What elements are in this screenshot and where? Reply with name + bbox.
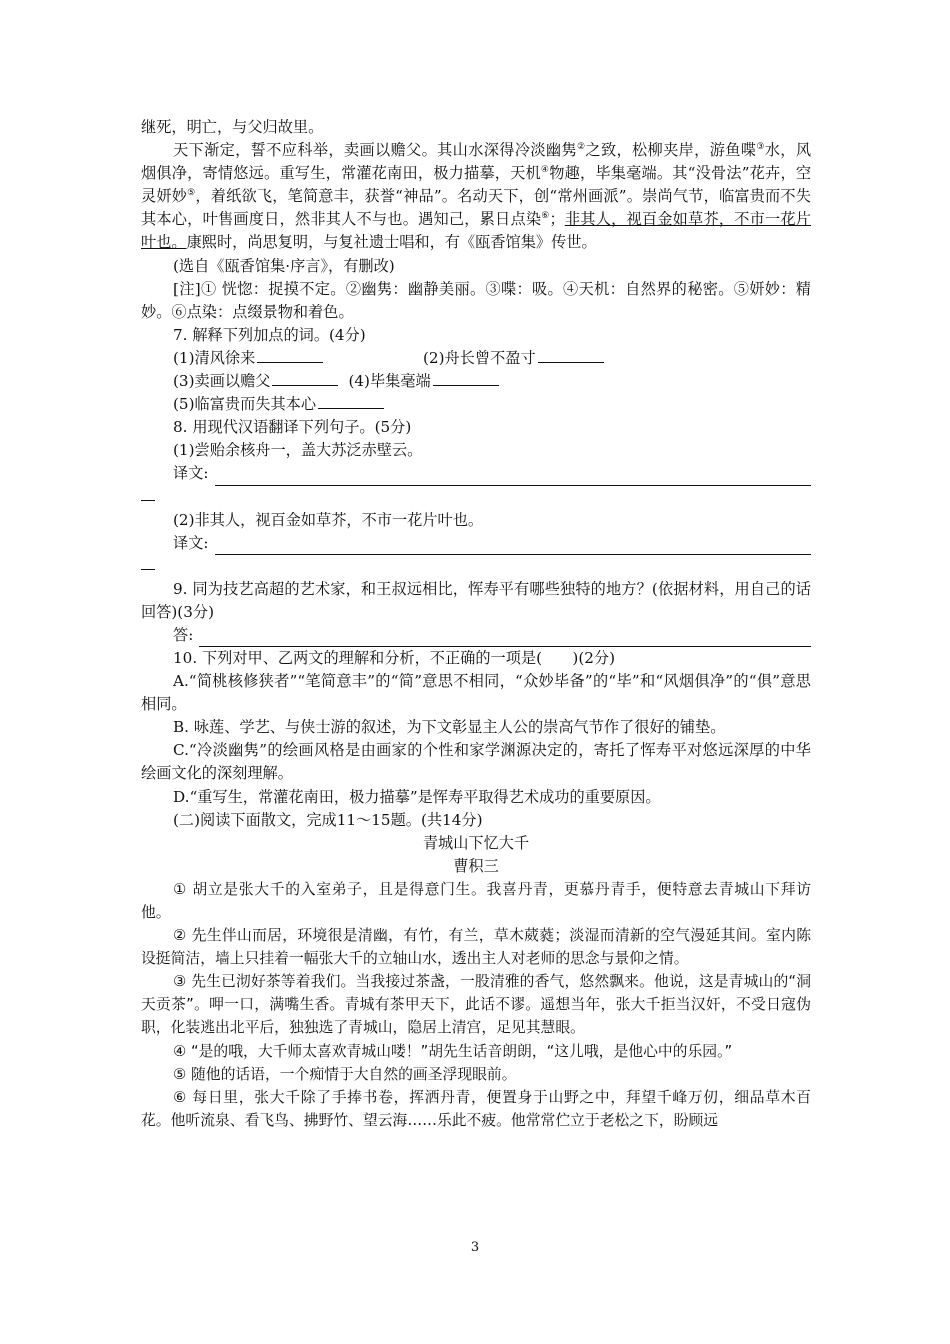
answer-blank[interactable] <box>538 347 604 363</box>
question-7-row-2 <box>141 370 811 393</box>
passage-notes: [注]① 恍惚：捉摸不定。②幽隽：幽静美丽。③喋：吸。④天机：自然界的秘密。⑤妍妙：精妙。⑥点染：点缀景物和着色。 <box>141 279 811 321</box>
footnote-marker: ⑤ <box>187 188 196 199</box>
answer-blank[interactable] <box>318 393 384 409</box>
q7-item-3 <box>173 370 338 393</box>
question-7-row-1 <box>141 347 811 370</box>
passage-paragraph <box>141 139 811 254</box>
q7-item-text: (5)临富贵而失其本心 <box>173 395 317 414</box>
essay-paragraph-6: ⑥ 每日里，张大千除了手捧书卷，挥洒丹青，便置身于山野之中，拜望千峰万仞，细品草木百花。他听流泉、看飞鸟、拂野竹、望云海……乐此不疲。他常常伫立于老松之下，盼顾远 <box>141 1088 811 1129</box>
question-9: 9. 同为技艺高超的艺术家，和王叔远相比，恽寿平有哪些独特的地方？(依据材料，用自己的话回答)(3分) <box>141 579 811 621</box>
option-b: B. 咏莲、学艺、与侠士游的叙述，为下文彰显主人公的崇高气节作了很好的铺垫。 <box>173 718 726 737</box>
question-8-1: (1)尝贻余核舟一，盖大苏泛赤壁云。 <box>173 441 423 460</box>
essay-intro: (二)阅读下面散文，完成11～15题。(共14分) <box>173 810 483 829</box>
passage-text: ； <box>549 210 565 229</box>
answer-label: 答: <box>173 625 194 644</box>
q7-item-text: (1)清风徐来 <box>173 348 256 367</box>
translation-line-2 <box>141 532 811 555</box>
essay-paragraph-2: ② 先生伴山而居，环境很是清幽，有竹，有兰，草木葳蕤；淡湿而清新的空气漫延其间。室内陈设挺简洁，墙上只挂着一幅张大千的立轴山水，透出主人对老师的思念与景仰之情。 <box>141 927 811 968</box>
option-a: A.“简桃核修狭者”“笔简意丰”的“简”意思不相同，“众妙毕备”的“毕”和“风烟俱净”的“俱”意思相同。 <box>141 672 811 714</box>
q7-item-1 <box>173 347 423 370</box>
footnote-marker: ④ <box>540 165 550 176</box>
passage-text: 物趣，毕集毫端。其“没骨法”花卉，空灵妍妙 <box>141 164 812 206</box>
translation-label: 译文: <box>173 464 209 483</box>
translation-label: 译文: <box>173 533 209 552</box>
passage-text: 水，风烟俱净，寄情悠远。重写生，常灌花南田，极力描摹，天机 <box>141 141 812 183</box>
page-number: 3 <box>470 1240 480 1255</box>
option-d: D.“重写生，常灌花南田，极力描摹”是恽寿平取得艺术成功的重要原因。 <box>173 787 661 806</box>
question-7-row-3 <box>141 393 811 416</box>
essay-title: 青城山下忆大千 <box>422 833 530 852</box>
q7-item-text: (4)毕集毫端 <box>348 372 431 391</box>
answer-line[interactable] <box>215 468 812 486</box>
answer-blank[interactable] <box>433 370 499 386</box>
essay-paragraph-5: ⑤ 随他的话语，一个痴情于大自然的画圣浮现眼前。 <box>173 1065 517 1083</box>
answer-line[interactable] <box>199 629 811 647</box>
q7-item-5 <box>173 393 384 416</box>
answer-line-9 <box>141 624 811 647</box>
option-c: C.“冷淡幽隽”的绘画风格是由画家的个性和家学渊源决定的，寄托了恽寿平对悠远深厚的中华绘画文化的深刻理解。 <box>141 741 811 783</box>
essay-paragraph-1: ① 胡立是张大千的入室弟子，且是得意门生。我喜丹青，更慕丹青手，便特意去青城山下拜访他。 <box>141 880 811 921</box>
passage-text: 之致，松柳夹岸，游鱼喋 <box>585 141 757 160</box>
q7-item-2 <box>423 347 604 370</box>
q7-item-text: (2)舟长曾不盈寸 <box>423 348 536 367</box>
question-8-2: (2)非其人，视百金如草芥，不市一花片叶也。 <box>173 510 484 529</box>
answer-blank[interactable] <box>272 370 338 386</box>
footnote-marker: ② <box>576 142 586 153</box>
passage-text: 天下渐定，誓不应科举，卖画以赡父。其山水深得冷淡幽隽 <box>173 141 577 160</box>
essay-paragraph-4: ④ “是的哦，大千师太喜欢青城山喽！”胡先生话音朗朗，“这儿哦，是他心中的乐园。” <box>173 1042 733 1060</box>
line-continuation <box>141 555 155 570</box>
essay-paragraph-3: ③ 先生已沏好茶等着我们。当我接过茶盏，一股清雅的香气，悠然飘来。他说，这是青城山的“洞天贡茶”。呷一口，满嘴生香。青城有茶甲天下，此话不谬。遥想当年，张大千拒当汉奸，不受日寇伪职，化装逃出北平后，独独选了青城山，隐居上清宫，足见其慧眼。 <box>141 973 811 1037</box>
passage-text: ，着纸欲飞，笔简意丰，获誉“神品”。名动天下，创“常州画派”。崇尚气节，临富贵而不失其本心，叶售画度日，然非其人不与也。遇知己，累日点染 <box>141 187 811 229</box>
q7-item-4 <box>348 370 498 393</box>
question-8: 8. 用现代汉语翻译下列句子。(5分) <box>173 418 412 437</box>
answer-blank[interactable] <box>257 347 323 363</box>
underlined-sentence: 非其人，视百金如草芥，不市一花片叶也。 <box>141 210 811 252</box>
translation-line-1 <box>141 462 811 485</box>
passage-line: 继死，明亡，与父归故里。 <box>141 118 324 136</box>
passage-source: (选自《瓯香馆集·序言》，有删改) <box>173 256 395 275</box>
answer-line[interactable] <box>215 537 812 555</box>
footnote-marker: ③ <box>756 142 765 153</box>
question-10: 10. 下列对甲、乙两文的理解和分析，不正确的一项是( )(2分) <box>173 648 616 667</box>
q7-item-text: (3)卖画以赡父 <box>173 372 271 391</box>
line-continuation <box>141 486 155 501</box>
footnote-marker: ⑥ <box>541 211 550 222</box>
passage-text: 康熙时，尚思复明，与复社遗士唱和，有《瓯香馆集》传世。 <box>186 233 597 252</box>
page-content <box>141 116 811 1132</box>
essay-author: 曹积三 <box>453 856 499 875</box>
question-7: 7. 解释下列加点的词。(4分) <box>173 325 366 344</box>
